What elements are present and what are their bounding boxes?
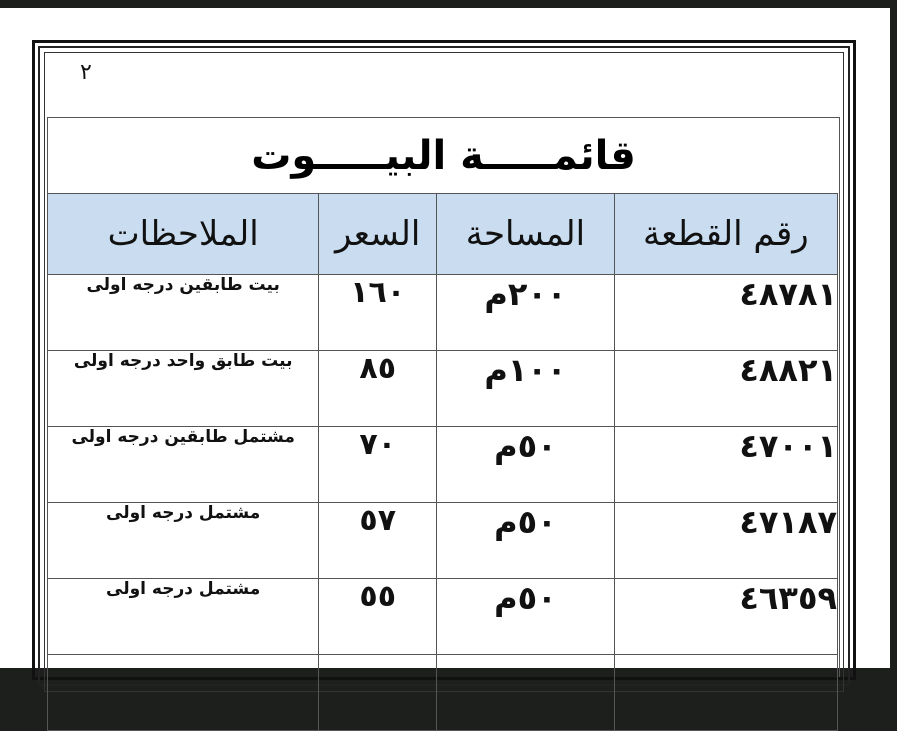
notes-cell: مشتمل طابقين درجه اولى	[48, 427, 319, 503]
notes-cell: بيت طابق واحد درجه اولى	[48, 351, 319, 427]
price-cell: ٧٠	[319, 427, 437, 503]
page-number: ٢	[80, 60, 92, 85]
houses-table	[47, 193, 838, 731]
houses-list-sheet	[47, 117, 840, 677]
column-header-plot: رقم القطعة	[614, 194, 837, 275]
price-cell: ٥٧	[319, 503, 437, 579]
area-cell: ٥٠م	[437, 503, 615, 579]
table-header-row	[48, 194, 838, 275]
plot-number-cell: ٤٨٨٢١	[614, 351, 837, 427]
price-cell: ٥٥	[319, 579, 437, 655]
column-header-area: المساحة	[437, 194, 615, 275]
column-header-notes: الملاحظات	[48, 194, 319, 275]
empty-cell	[614, 655, 837, 731]
area-cell: ٥٠م	[437, 427, 615, 503]
notes-cell: مشتمل درجه اولى	[48, 579, 319, 655]
notes-cell: مشتمل درجه اولى	[48, 503, 319, 579]
empty-cell	[437, 655, 615, 731]
price-cell: ٨٥	[319, 351, 437, 427]
plot-number-cell: ٤٦٣٥٩	[614, 579, 837, 655]
empty-cell	[48, 655, 319, 731]
table-row	[48, 503, 838, 579]
plot-number-cell: ٤٧٠٠١	[614, 427, 837, 503]
plot-number-cell: ٤٧١٨٧	[614, 503, 837, 579]
table-row	[48, 275, 838, 351]
empty-cell	[319, 655, 437, 731]
plot-number-cell: ٤٨٧٨١	[614, 275, 837, 351]
table-row	[48, 579, 838, 655]
area-cell: ٥٠م	[437, 579, 615, 655]
column-header-price: السعر	[319, 194, 437, 275]
table-row	[48, 655, 838, 731]
price-cell: ١٦٠	[319, 275, 437, 351]
notes-cell: بيت طابقين درجه اولى	[48, 275, 319, 351]
area-cell: ١٠٠م	[437, 351, 615, 427]
table-row	[48, 427, 838, 503]
table-row	[48, 351, 838, 427]
document-title: قائمـــــة البيـــــوت	[251, 133, 636, 179]
area-cell: ٢٠٠م	[437, 275, 615, 351]
